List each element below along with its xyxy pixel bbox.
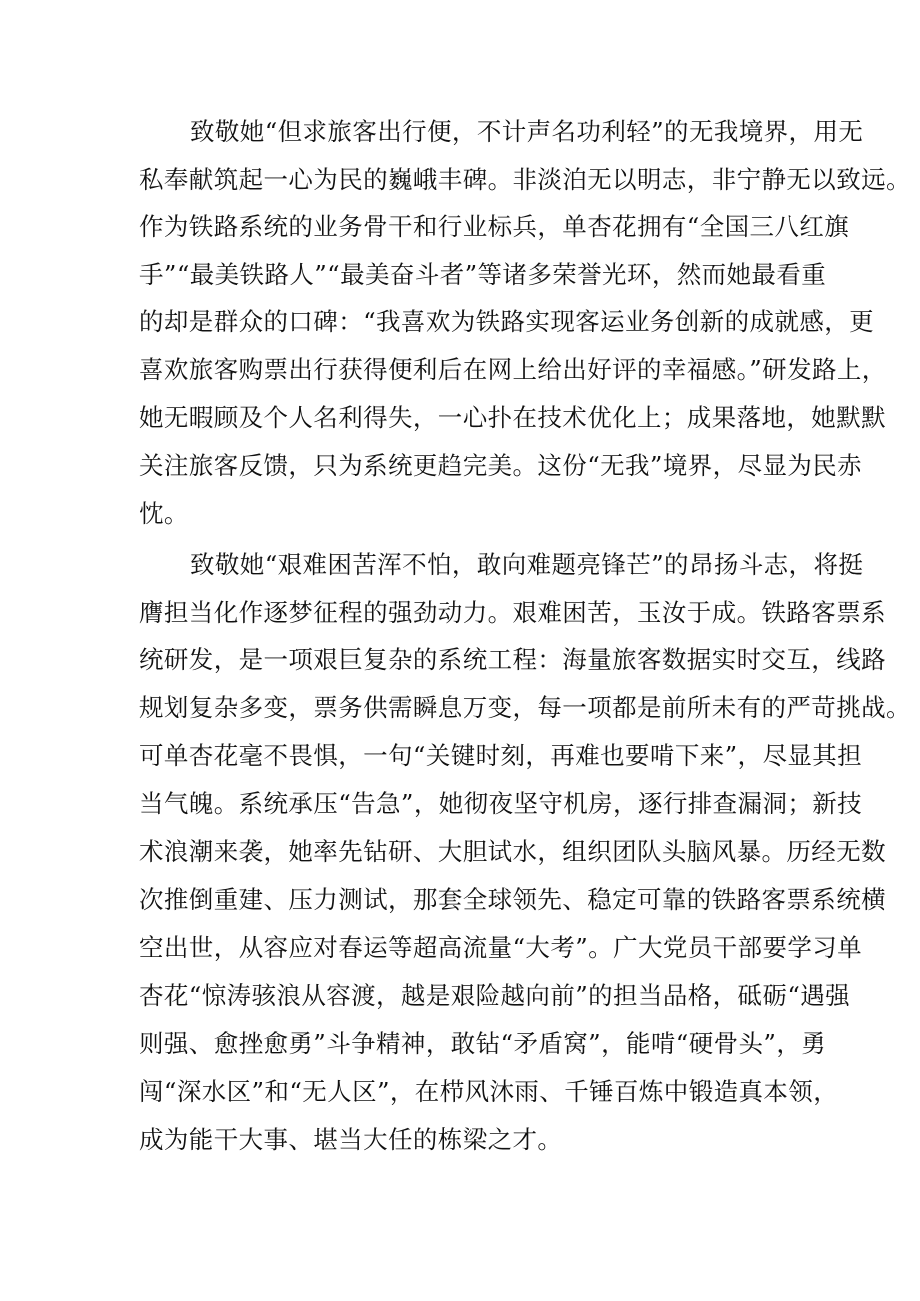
paragraph-line: 当气魄。系统承压“告急”，她彻夜坚守机房，逐行排查漏洞；新技 — [139, 789, 863, 818]
paragraph-line: 她无暇顾及个人名利得失，一心扑在技术优化上；成果落地，她默默 — [139, 403, 886, 432]
paragraph-line: 的却是群众的口碑：“我喜欢为铁路实现客运业务创新的成就感，更 — [139, 307, 875, 336]
paragraph-line: 统研发，是一项艰巨复杂的系统工程：海量旅客数据实时交互，线路 — [139, 645, 886, 674]
paragraph-line: 可单杏花毫不畏惧，一句“关键时刻，再难也要啃下来”，尽显其担 — [139, 741, 863, 770]
paragraph-line: 关注旅客反馈，只为系统更趋完美。这份“无我”境界，尽显为民赤 — [139, 451, 863, 480]
paragraph-line: 私奉献筑起一心为民的巍峨丰碑。非淡泊无以明志，非宁静无以致远。 — [139, 165, 911, 194]
paragraph-line: 膺担当化作逐梦征程的强劲动力。艰难困苦，玉汝于成。铁路客票系 — [139, 598, 886, 627]
paragraph-line: 致敬她“艰难困苦浑不怕，敢向难题亮锋芒”的昂扬斗志，将挺 — [190, 550, 864, 579]
paragraph-line: 则强、愈挫愈勇”斗争精神，敢钻“矛盾窝”，能啃“硬骨头”，勇 — [139, 1029, 827, 1058]
paragraph-line: 杏花“惊涛骇浪从容渡，越是艰险越向前”的担当品格，砥砺“遇强 — [139, 981, 851, 1010]
paragraph-line: 忱。 — [139, 499, 189, 528]
paragraph-line: 规划复杂多变，票务供需瞬息万变，每一项都是前所未有的严苛挑战。 — [139, 693, 911, 722]
paragraph-line: 空出世，从容应对春运等超高流量“大考”。广大党员干部要学习单 — [139, 933, 863, 962]
paragraph-line: 致敬她“但求旅客出行便，不计声名功利轻”的无我境界，用无 — [190, 117, 864, 146]
paragraph-line: 术浪潮来袭，她率先钻研、大胆试水，组织团队头脑风暴。历经无数 — [139, 837, 886, 866]
paragraph-line: 作为铁路系统的业务骨干和行业标兵，单杏花拥有“全国三八红旗 — [139, 212, 850, 241]
paragraph-line: 喜欢旅客购票出行获得便利后在网上给出好评的幸福感。”研发路上， — [139, 355, 887, 384]
paragraph-line: 闯“深水区”和“无人区”，在栉风沐雨、千锤百炼中锻造真本领， — [139, 1077, 839, 1106]
paragraph-line: 手”“最美铁路人”“最美奋斗者”等诸多荣誉光环，然而她最看重 — [139, 260, 827, 289]
paragraph-line: 成为能干大事、堪当大任的栋梁之才。 — [139, 1125, 563, 1154]
paragraph-line: 次推倒重建、压力测试，那套全球领先、稳定可靠的铁路客票系统横 — [139, 885, 886, 914]
